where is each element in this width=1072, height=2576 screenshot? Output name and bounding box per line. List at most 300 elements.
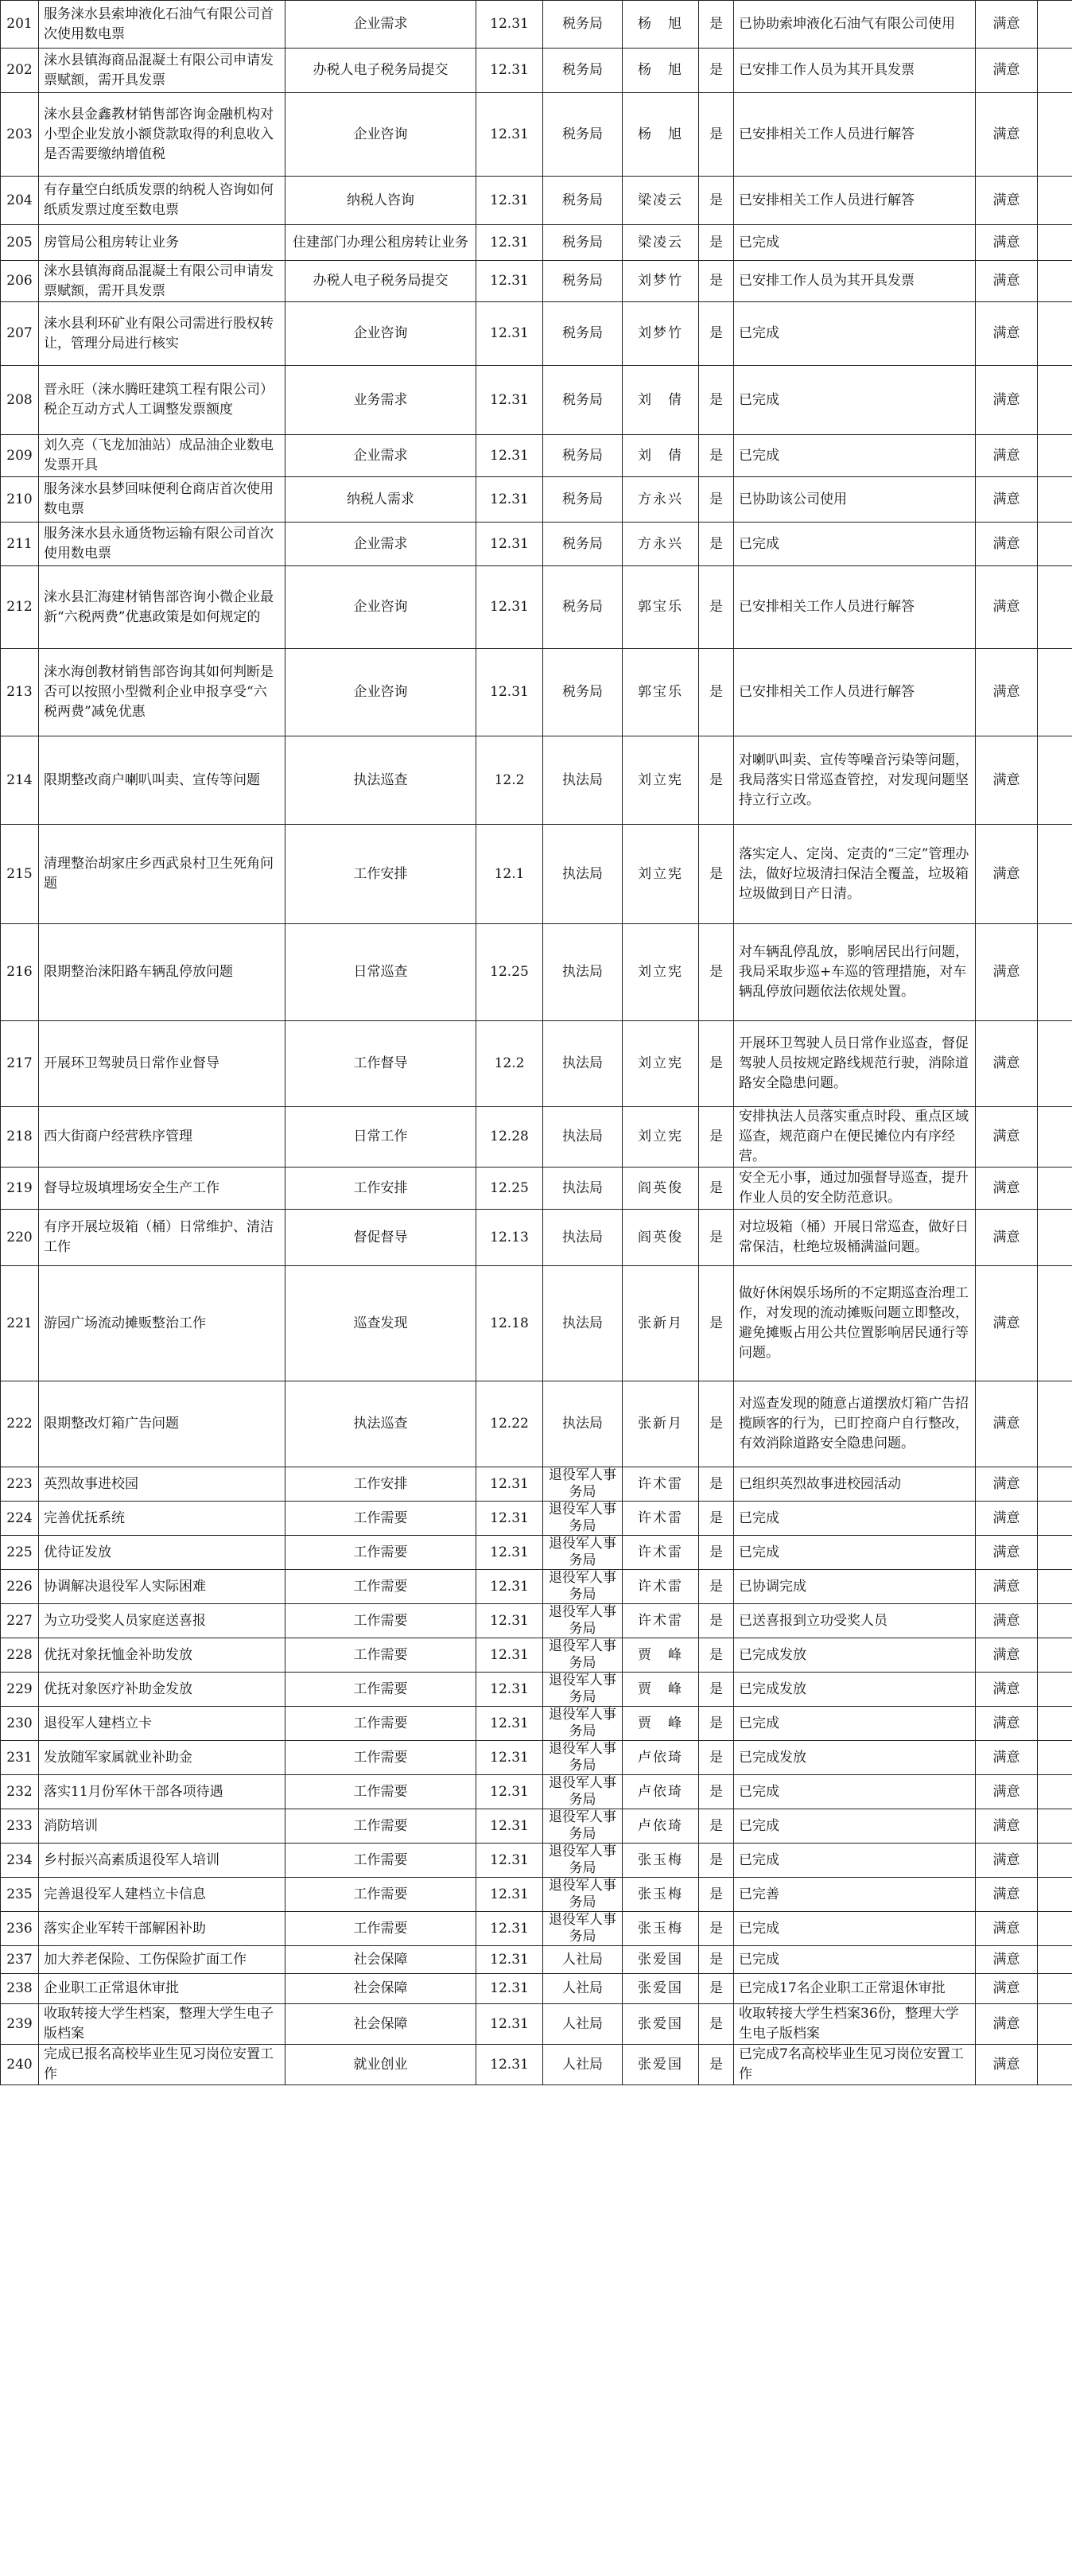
result-description: 对喇叭叫卖、宣传等噪音污染等问题，我局落实日常巡查管控，对发现问题坚持立行立改。 — [734, 736, 976, 825]
result-description: 已完成发放 — [734, 1673, 976, 1707]
request-type: 纳税人需求 — [285, 477, 476, 523]
result-description: 已协助该公司使用 — [734, 477, 976, 523]
result-description: 已完成 — [734, 1844, 976, 1878]
satisfaction: 满意 — [976, 1210, 1038, 1266]
table-row — [1, 1673, 1072, 1707]
row-number: 217 — [1, 1021, 39, 1107]
date-cell: 12.31 — [476, 1604, 543, 1638]
blank-cell — [1038, 1673, 1072, 1707]
blank-cell — [1038, 1266, 1072, 1381]
responsible-person: 张新月 — [623, 1266, 699, 1381]
date-cell: 12.31 — [476, 1638, 543, 1673]
satisfaction: 满意 — [976, 1536, 1038, 1570]
result-description: 已协助索坤液化石油气有限公司使用 — [734, 1, 976, 49]
department: 税务局 — [543, 49, 623, 93]
result-description: 已完成 — [734, 1536, 976, 1570]
date-cell: 12.25 — [476, 1168, 543, 1210]
request-type: 业务需求 — [285, 366, 476, 435]
row-number: 229 — [1, 1673, 39, 1707]
blank-cell — [1038, 1946, 1072, 1974]
request-type: 企业咨询 — [285, 649, 476, 736]
date-cell: 12.31 — [476, 1974, 543, 2004]
table-row — [1, 924, 1072, 1021]
responsible-person: 许术雷 — [623, 1467, 699, 1502]
table-row — [1, 523, 1072, 566]
completed-flag: 是 — [699, 49, 734, 93]
request-type: 工作安排 — [285, 1467, 476, 1502]
blank-cell — [1038, 1878, 1072, 1912]
table-row — [1, 1844, 1072, 1878]
blank-cell — [1038, 225, 1072, 261]
row-number: 211 — [1, 523, 39, 566]
request-type: 企业需求 — [285, 435, 476, 477]
date-cell: 12.31 — [476, 1912, 543, 1946]
table-row — [1, 1467, 1072, 1502]
satisfaction: 满意 — [976, 1809, 1038, 1844]
responsible-person: 张爱国 — [623, 1946, 699, 1974]
satisfaction: 满意 — [976, 366, 1038, 435]
result-description: 已安排相关工作人员进行解答 — [734, 649, 976, 736]
completed-flag: 是 — [699, 1741, 734, 1775]
date-cell: 12.31 — [476, 366, 543, 435]
row-number: 215 — [1, 825, 39, 924]
table-row — [1, 1946, 1072, 1974]
row-number: 234 — [1, 1844, 39, 1878]
item-description: 督导垃圾填埋场安全生产工作 — [39, 1168, 285, 1210]
item-description: 企业职工正常退休审批 — [39, 1974, 285, 2004]
department: 退役军人事务局 — [543, 1844, 623, 1878]
blank-cell — [1038, 1536, 1072, 1570]
item-description: 加大养老保险、工伤保险扩面工作 — [39, 1946, 285, 1974]
satisfaction: 满意 — [976, 225, 1038, 261]
department: 退役军人事务局 — [543, 1707, 623, 1741]
satisfaction: 满意 — [976, 649, 1038, 736]
satisfaction: 满意 — [976, 177, 1038, 225]
result-description: 已送喜报到立功受奖人员 — [734, 1604, 976, 1638]
department: 退役军人事务局 — [543, 1673, 623, 1707]
item-description: 涞水县镇海商品混凝土有限公司申请发票赋额，需开具发票 — [39, 49, 285, 93]
request-type: 社会保障 — [285, 1946, 476, 1974]
result-description: 已完成 — [734, 225, 976, 261]
department: 执法局 — [543, 1021, 623, 1107]
completed-flag: 是 — [699, 435, 734, 477]
result-description: 已协调完成 — [734, 1570, 976, 1604]
item-description: 西大街商户经营秩序管理 — [39, 1107, 285, 1168]
department: 退役军人事务局 — [543, 1809, 623, 1844]
department: 执法局 — [543, 1381, 623, 1467]
responsible-person: 郭宝乐 — [623, 649, 699, 736]
completed-flag: 是 — [699, 1, 734, 49]
row-number: 220 — [1, 1210, 39, 1266]
row-number: 206 — [1, 261, 39, 302]
satisfaction: 满意 — [976, 566, 1038, 649]
table-row — [1, 1775, 1072, 1809]
responsible-person: 张爱国 — [623, 2045, 699, 2085]
date-cell: 12.31 — [476, 1502, 543, 1536]
completed-flag: 是 — [699, 1381, 734, 1467]
department: 税务局 — [543, 523, 623, 566]
result-description: 已安排相关工作人员进行解答 — [734, 566, 976, 649]
department: 税务局 — [543, 261, 623, 302]
completed-flag: 是 — [699, 2004, 734, 2045]
row-number: 232 — [1, 1775, 39, 1809]
department: 退役军人事务局 — [543, 1604, 623, 1638]
table-row — [1, 261, 1072, 302]
completed-flag: 是 — [699, 1604, 734, 1638]
responsible-person: 刘立宪 — [623, 1107, 699, 1168]
item-description: 服务涞水县梦回味便利仓商店首次使用数电票 — [39, 477, 285, 523]
department: 人社局 — [543, 2045, 623, 2085]
date-cell: 12.31 — [476, 49, 543, 93]
item-description: 清理整治胡家庄乡西武泉村卫生死角问题 — [39, 825, 285, 924]
item-description: 服务涞水县永通货物运输有限公司首次使用数电票 — [39, 523, 285, 566]
department: 退役军人事务局 — [543, 1467, 623, 1502]
date-cell: 12.28 — [476, 1107, 543, 1168]
completed-flag: 是 — [699, 1168, 734, 1210]
table-row — [1, 477, 1072, 523]
table-row — [1, 1, 1072, 49]
satisfaction: 满意 — [976, 1502, 1038, 1536]
date-cell: 12.31 — [476, 1707, 543, 1741]
row-number: 238 — [1, 1974, 39, 2004]
department: 退役军人事务局 — [543, 1638, 623, 1673]
row-number: 207 — [1, 302, 39, 366]
item-description: 完善优抚系统 — [39, 1502, 285, 1536]
blank-cell — [1038, 261, 1072, 302]
result-description: 安排执法人员落实重点时段、重点区域巡查，规范商户在便民摊位内有序经营。 — [734, 1107, 976, 1168]
request-type: 工作需要 — [285, 1502, 476, 1536]
blank-cell — [1038, 1638, 1072, 1673]
blank-cell — [1038, 1604, 1072, 1638]
row-number: 208 — [1, 366, 39, 435]
satisfaction: 满意 — [976, 49, 1038, 93]
department: 执法局 — [543, 1107, 623, 1168]
table-row — [1, 1536, 1072, 1570]
result-description: 已完成 — [734, 523, 976, 566]
item-description: 完成已报名高校毕业生见习岗位安置工作 — [39, 2045, 285, 2085]
satisfaction: 满意 — [976, 924, 1038, 1021]
completed-flag: 是 — [699, 177, 734, 225]
completed-flag: 是 — [699, 366, 734, 435]
satisfaction: 满意 — [976, 1638, 1038, 1673]
responsible-person: 贾 峰 — [623, 1707, 699, 1741]
row-number: 230 — [1, 1707, 39, 1741]
result-description: 已安排相关工作人员进行解答 — [734, 93, 976, 177]
table-row — [1, 366, 1072, 435]
completed-flag: 是 — [699, 1536, 734, 1570]
table-row — [1, 566, 1072, 649]
request-type: 社会保障 — [285, 1974, 476, 2004]
table-row — [1, 1266, 1072, 1381]
table-row — [1, 1381, 1072, 1467]
result-description: 已完成 — [734, 1912, 976, 1946]
department: 税务局 — [543, 177, 623, 225]
department: 税务局 — [543, 435, 623, 477]
row-number: 201 — [1, 1, 39, 49]
item-description: 限期整改灯箱广告问题 — [39, 1381, 285, 1467]
department: 税务局 — [543, 649, 623, 736]
blank-cell — [1038, 1467, 1072, 1502]
item-description: 消防培训 — [39, 1809, 285, 1844]
row-number: 240 — [1, 2045, 39, 2085]
request-type: 工作需要 — [285, 1844, 476, 1878]
satisfaction: 满意 — [976, 1604, 1038, 1638]
date-cell: 12.31 — [476, 1, 543, 49]
blank-cell — [1038, 1381, 1072, 1467]
request-type: 企业需求 — [285, 523, 476, 566]
item-description: 发放随军家属就业补助金 — [39, 1741, 285, 1775]
row-number: 236 — [1, 1912, 39, 1946]
department: 退役军人事务局 — [543, 1502, 623, 1536]
department: 执法局 — [543, 1266, 623, 1381]
request-type: 企业咨询 — [285, 302, 476, 366]
satisfaction: 满意 — [976, 1844, 1038, 1878]
completed-flag: 是 — [699, 93, 734, 177]
row-number: 203 — [1, 93, 39, 177]
request-type: 住建部门办理公租房转让业务 — [285, 225, 476, 261]
request-type: 工作需要 — [285, 1912, 476, 1946]
satisfaction: 满意 — [976, 1107, 1038, 1168]
responsible-person: 杨 旭 — [623, 93, 699, 177]
responsible-person: 张玉梅 — [623, 1912, 699, 1946]
result-description: 已完成 — [734, 1946, 976, 1974]
table-row — [1, 736, 1072, 825]
row-number: 219 — [1, 1168, 39, 1210]
result-description: 已组织英烈故事进校园活动 — [734, 1467, 976, 1502]
row-number: 214 — [1, 736, 39, 825]
blank-cell — [1038, 1775, 1072, 1809]
result-description: 已安排工作人员为其开具发票 — [734, 261, 976, 302]
satisfaction: 满意 — [976, 477, 1038, 523]
item-description: 刘久亮（飞龙加油站）成品油企业数电发票开具 — [39, 435, 285, 477]
request-type: 日常巡查 — [285, 924, 476, 1021]
date-cell: 12.31 — [476, 1844, 543, 1878]
department: 税务局 — [543, 477, 623, 523]
completed-flag: 是 — [699, 261, 734, 302]
completed-flag: 是 — [699, 1707, 734, 1741]
date-cell: 12.1 — [476, 825, 543, 924]
request-type: 纳税人咨询 — [285, 177, 476, 225]
row-number: 213 — [1, 649, 39, 736]
department: 税务局 — [543, 225, 623, 261]
responsible-person: 张玉梅 — [623, 1844, 699, 1878]
result-description: 做好休闲娱乐场所的不定期巡查治理工作，对发现的流动摊贩问题立即整改，避免摊贩占用公共位置影响居民通行等问题。 — [734, 1266, 976, 1381]
row-number: 237 — [1, 1946, 39, 1974]
item-description: 涞水县镇海商品混凝土有限公司申请发票赋额，需开具发票 — [39, 261, 285, 302]
table-body — [1, 1, 1072, 2085]
item-description: 乡村振兴高素质退役军人培训 — [39, 1844, 285, 1878]
department: 执法局 — [543, 924, 623, 1021]
table-row — [1, 1741, 1072, 1775]
table-row — [1, 2004, 1072, 2045]
request-type: 日常工作 — [285, 1107, 476, 1168]
date-cell: 12.18 — [476, 1266, 543, 1381]
completed-flag: 是 — [699, 736, 734, 825]
blank-cell — [1038, 177, 1072, 225]
department: 退役军人事务局 — [543, 1741, 623, 1775]
item-description: 涞水县利环矿业有限公司需进行股权转让，管理分局进行核实 — [39, 302, 285, 366]
completed-flag: 是 — [699, 1946, 734, 1974]
completed-flag: 是 — [699, 1912, 734, 1946]
responsible-person: 方永兴 — [623, 523, 699, 566]
item-description: 落实11月份军休干部各项待遇 — [39, 1775, 285, 1809]
department: 税务局 — [543, 93, 623, 177]
date-cell: 12.31 — [476, 649, 543, 736]
row-number: 233 — [1, 1809, 39, 1844]
satisfaction: 满意 — [976, 261, 1038, 302]
blank-cell — [1038, 1974, 1072, 2004]
date-cell: 12.31 — [476, 1467, 543, 1502]
row-number: 227 — [1, 1604, 39, 1638]
blank-cell — [1038, 924, 1072, 1021]
responsible-person: 刘立宪 — [623, 1021, 699, 1107]
satisfaction: 满意 — [976, 1, 1038, 49]
satisfaction: 满意 — [976, 523, 1038, 566]
request-type: 社会保障 — [285, 2004, 476, 2045]
blank-cell — [1038, 1, 1072, 49]
request-type: 工作需要 — [285, 1707, 476, 1741]
request-type: 办税人电子税务局提交 — [285, 49, 476, 93]
result-description: 已完成 — [734, 366, 976, 435]
blank-cell — [1038, 1809, 1072, 1844]
request-type: 执法巡查 — [285, 736, 476, 825]
item-description: 游园广场流动摊贩整治工作 — [39, 1266, 285, 1381]
blank-cell — [1038, 477, 1072, 523]
satisfaction: 满意 — [976, 1707, 1038, 1741]
row-number: 222 — [1, 1381, 39, 1467]
item-description: 退役军人建档立卡 — [39, 1707, 285, 1741]
table-row — [1, 177, 1072, 225]
department: 退役军人事务局 — [543, 1536, 623, 1570]
blank-cell — [1038, 1741, 1072, 1775]
date-cell: 12.2 — [476, 736, 543, 825]
item-description: 开展环卫驾驶员日常作业督导 — [39, 1021, 285, 1107]
date-cell: 12.31 — [476, 1741, 543, 1775]
table-row — [1, 302, 1072, 366]
department: 执法局 — [543, 825, 623, 924]
date-cell: 12.31 — [476, 93, 543, 177]
table-row — [1, 1974, 1072, 2004]
table-row — [1, 649, 1072, 736]
satisfaction: 满意 — [976, 1381, 1038, 1467]
blank-cell — [1038, 1107, 1072, 1168]
blank-cell — [1038, 1168, 1072, 1210]
table-row — [1, 825, 1072, 924]
date-cell: 12.31 — [476, 523, 543, 566]
row-number: 218 — [1, 1107, 39, 1168]
request-type: 办税人电子税务局提交 — [285, 261, 476, 302]
item-description: 优抚对象医疗补助金发放 — [39, 1673, 285, 1707]
item-description: 有序开展垃圾箱（桶）日常维护、清洁工作 — [39, 1210, 285, 1266]
request-type: 就业创业 — [285, 2045, 476, 2085]
blank-cell — [1038, 302, 1072, 366]
row-number: 205 — [1, 225, 39, 261]
satisfaction: 满意 — [976, 1912, 1038, 1946]
table-row — [1, 1168, 1072, 1210]
date-cell: 12.31 — [476, 2045, 543, 2085]
request-type: 工作需要 — [285, 1809, 476, 1844]
responsible-person: 杨 旭 — [623, 1, 699, 49]
item-description: 涞水县金鑫教材销售部咨询金融机构对小型企业发放小额贷款取得的利息收入是否需要缴纳增值税 — [39, 93, 285, 177]
table-row — [1, 1604, 1072, 1638]
row-number: 210 — [1, 477, 39, 523]
result-description: 开展环卫驾驶人员日常作业巡查，督促驾驶人员按规定路线规范行驶，消除道路安全隐患问题。 — [734, 1021, 976, 1107]
date-cell: 12.2 — [476, 1021, 543, 1107]
request-type: 工作需要 — [285, 1604, 476, 1638]
item-description: 涞水县汇海建材销售部咨询小微企业最新“六税两费”优惠政策是如何规定的 — [39, 566, 285, 649]
request-type: 企业需求 — [285, 1, 476, 49]
row-number: 216 — [1, 924, 39, 1021]
row-number: 231 — [1, 1741, 39, 1775]
responsible-person: 刘 倩 — [623, 366, 699, 435]
blank-cell — [1038, 1021, 1072, 1107]
blank-cell — [1038, 649, 1072, 736]
item-description: 有存量空白纸质发票的纳税人咨询如何纸质发票过度至数电票 — [39, 177, 285, 225]
blank-cell — [1038, 736, 1072, 825]
responsible-person: 梁凌云 — [623, 177, 699, 225]
satisfaction: 满意 — [976, 736, 1038, 825]
responsible-person: 刘 倩 — [623, 435, 699, 477]
item-description: 晋永旺（涞水腾旺建筑工程有限公司）税企互动方式人工调整发票额度 — [39, 366, 285, 435]
satisfaction: 满意 — [976, 1775, 1038, 1809]
item-description: 协调解决退役军人实际困难 — [39, 1570, 285, 1604]
satisfaction: 满意 — [976, 1974, 1038, 2004]
row-number: 202 — [1, 49, 39, 93]
department: 执法局 — [543, 736, 623, 825]
item-description: 英烈故事进校园 — [39, 1467, 285, 1502]
responsible-person: 张新月 — [623, 1381, 699, 1467]
item-description: 优抚对象抚恤金补助发放 — [39, 1638, 285, 1673]
responsible-person: 卢依琦 — [623, 1741, 699, 1775]
completed-flag: 是 — [699, 225, 734, 261]
result-description: 落实定人、定岗、定责的“三定”管理办法，做好垃圾清扫保洁全覆盖，垃圾箱垃圾做到日产日清。 — [734, 825, 976, 924]
row-number: 204 — [1, 177, 39, 225]
date-cell: 12.31 — [476, 2004, 543, 2045]
date-cell: 12.31 — [476, 435, 543, 477]
date-cell: 12.31 — [476, 1878, 543, 1912]
table-row — [1, 1878, 1072, 1912]
department: 税务局 — [543, 366, 623, 435]
result-description: 收取转接大学生档案36份，整理大学生电子版档案 — [734, 2004, 976, 2045]
blank-cell — [1038, 825, 1072, 924]
blank-cell — [1038, 1570, 1072, 1604]
responsible-person: 刘立宪 — [623, 825, 699, 924]
blank-cell — [1038, 435, 1072, 477]
table-row — [1, 1638, 1072, 1673]
item-description: 服务涞水县索坤液化石油气有限公司首次使用数电票 — [39, 1, 285, 49]
completed-flag: 是 — [699, 1673, 734, 1707]
completed-flag: 是 — [699, 1210, 734, 1266]
row-number: 226 — [1, 1570, 39, 1604]
responsible-person: 方永兴 — [623, 477, 699, 523]
responsible-person: 刘立宪 — [623, 924, 699, 1021]
row-number: 209 — [1, 435, 39, 477]
request-type: 督促督导 — [285, 1210, 476, 1266]
date-cell: 12.31 — [476, 302, 543, 366]
request-type: 企业咨询 — [285, 93, 476, 177]
date-cell: 12.31 — [476, 1536, 543, 1570]
department: 退役军人事务局 — [543, 1878, 623, 1912]
responsible-person: 卢依琦 — [623, 1775, 699, 1809]
result-description: 已完成发放 — [734, 1741, 976, 1775]
blank-cell — [1038, 49, 1072, 93]
result-description: 已完成 — [734, 435, 976, 477]
item-description: 为立功受奖人员家庭送喜报 — [39, 1604, 285, 1638]
request-type: 工作督导 — [285, 1021, 476, 1107]
department: 退役军人事务局 — [543, 1912, 623, 1946]
table-row — [1, 435, 1072, 477]
satisfaction: 满意 — [976, 1878, 1038, 1912]
